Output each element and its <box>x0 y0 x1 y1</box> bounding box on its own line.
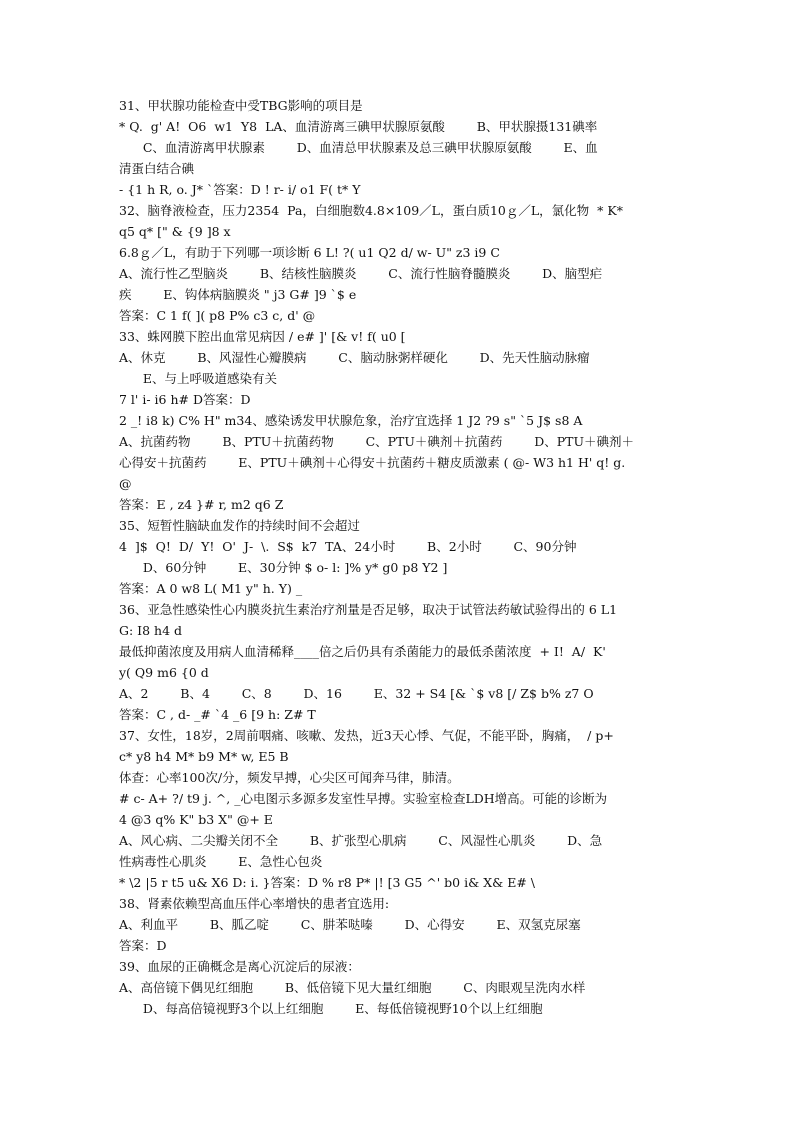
text-line: 33、蛛网膜下腔出血常见病因 / e# ]' [& v! f( u0 [ <box>119 329 406 344</box>
text-line: 性病毒性心肌炎 E、急性心包炎 <box>119 854 323 869</box>
text-line: 39、血尿的正确概念是离心沉淀后的尿液： <box>119 959 360 974</box>
text-line: # c- A+ ?/ t9 j. ^, _心电图示多源多发室性早搏。实验室检查LDH增高。可能的诊断为 <box>119 791 608 806</box>
text-line: A、休克 B、风湿性心瓣膜病 C、脑动脉粥样硬化 D、先天性脑动脉瘤 <box>119 350 590 365</box>
text-line: 答案：A 0 w8 L( M1 y" h. Y) _ <box>119 581 303 596</box>
text-line: 答案：C , d- _# `4 _6 [9 h: Z# T <box>119 707 316 722</box>
text-line: C、血清游离甲状腺素 D、血清总甲状腺素及总三碘甲状腺原氨酸 E、血 <box>119 140 598 155</box>
text-line: A、风心病、二尖瓣关闭不全 B、扩张型心肌病 C、风湿性心肌炎 D、急 <box>119 833 603 848</box>
text-line: A、流行性乙型脑炎 B、结核性脑膜炎 C、流行性脑脊髓膜炎 D、脑型疟 <box>119 266 603 281</box>
text-line: 38、肾素依赖型高血压伴心率增快的患者宜选用: <box>119 896 390 911</box>
text-line: A、抗菌药物 B、PTU＋抗菌药物 C、PTU＋碘剂＋抗菌药 D、PTU＋碘剂＋ <box>119 434 635 449</box>
text-line: A、高倍镜下偶见红细胞 B、低倍镜下见大量红细胞 C、肉眼观呈洗肉水样 <box>119 980 586 995</box>
text-line: 31、甲状腺功能检查中受TBG影响的项目是 <box>119 98 363 113</box>
text-line: 35、短暂性脑缺血发作的持续时间不会超过 <box>119 518 360 533</box>
text-line: q5 q* [" & {9 ]8 x <box>119 224 231 239</box>
text-line: 37、女性，18岁，2周前咽痛、咳嗽、发热，近3天心悸、气促，不能平卧，胸痛， / p+ <box>119 728 614 743</box>
text-line: 清蛋白结合碘 <box>119 161 195 176</box>
text-line: - {1 h R, o. J* `答案：D ! r- i/ o1 F( t* Y <box>119 182 361 197</box>
text-line: 最低抑菌浓度及用病人血清稀释____倍之后仍具有杀菌能力的最低杀菌浓度 + I! A/ K' <box>119 644 606 659</box>
text-line: A、利血平 B、胍乙啶 C、肼苯哒嗪 D、心得安 E、双氢克尿塞 <box>119 917 581 932</box>
text-line: 答案：C 1 f( ]( p8 P% c3 c, d' @ <box>119 308 316 323</box>
text-line: 体查：心率100次/分，频发早搏，心尖区可闻奔马律，肺清。 <box>119 770 460 785</box>
text-line: 36、亚急性感染性心内膜炎抗生素治疗剂量是否足够，取决于试管法药敏试验得出的 6 L1 <box>119 602 618 617</box>
text-line: D、每高倍镜视野3个以上红细胞 E、每低倍镜视野10个以上红细胞 <box>119 1001 543 1016</box>
text-line: 4 @3 q% K" b3 X" @+ E <box>119 812 273 827</box>
text-line: * Q. g' A! O6 w1 Y8 LA、血清游离三碘甲状腺原氨酸 B、甲状腺摄131碘率 <box>119 119 598 134</box>
text-line: 答案：D <box>119 938 167 953</box>
text-line: G: I8 h4 d <box>119 623 183 638</box>
text-line: c* y8 h4 M* b9 M* w, E5 B <box>119 749 289 764</box>
text-line: @ <box>119 476 132 491</box>
text-line: 心得安＋抗菌药 E、PTU＋碘剂＋心得安＋抗菌药＋糖皮质激素 ( @- W3 h1 H' q! g. <box>119 455 626 470</box>
text-line: 6.8ｇ／L，有助于下列哪一项诊断 6 L! ?( u1 Q2 d/ w- U" z3 i9 C <box>119 245 500 260</box>
text-line: 4 ]$ Q! D/ Y! O' J- \. S$ k7 TA、24小时 B、2小时 C、90分钟 <box>119 539 577 554</box>
document-body <box>119 95 679 1019</box>
text-line: 7 l' i- i6 h# D答案：D <box>119 392 251 407</box>
text-line: E、与上呼吸道感染有关 <box>119 371 277 386</box>
text-line: A、2 B、4 C、8 D、16 E、32 + S4 [& `$ v8 [/ Z$ b% z7 O <box>119 686 594 701</box>
text-line: * \2 |5 r t5 u& X6 D: i. }答案：D % r8 P* |! [3 G5 ^' b0 i& X& E# \ <box>119 875 535 890</box>
text-line: y( Q9 m6 {0 d <box>119 665 209 680</box>
text-line: 2 _! i8 k) C% H" m34、感染诱发甲状腺危象，治疗宜选择 1 J2 ?9 s" `5 J$ s8 A <box>119 413 583 428</box>
text-line: 32、脑脊液检查，压力2354 Pa，白细胞数4.8×109／L，蛋白质10ｇ／L，氯化物 * K* <box>119 203 623 218</box>
text-line: D、60分钟 E、30分钟 $ o- l: ]% y* g0 p8 Y2 ] <box>119 560 448 575</box>
text-line: 答案：E , z4 }# r, m2 q6 Z <box>119 497 284 512</box>
text-line: 疾 E、钩体病脑膜炎 " j3 G# ]9 `$ e <box>119 287 357 302</box>
